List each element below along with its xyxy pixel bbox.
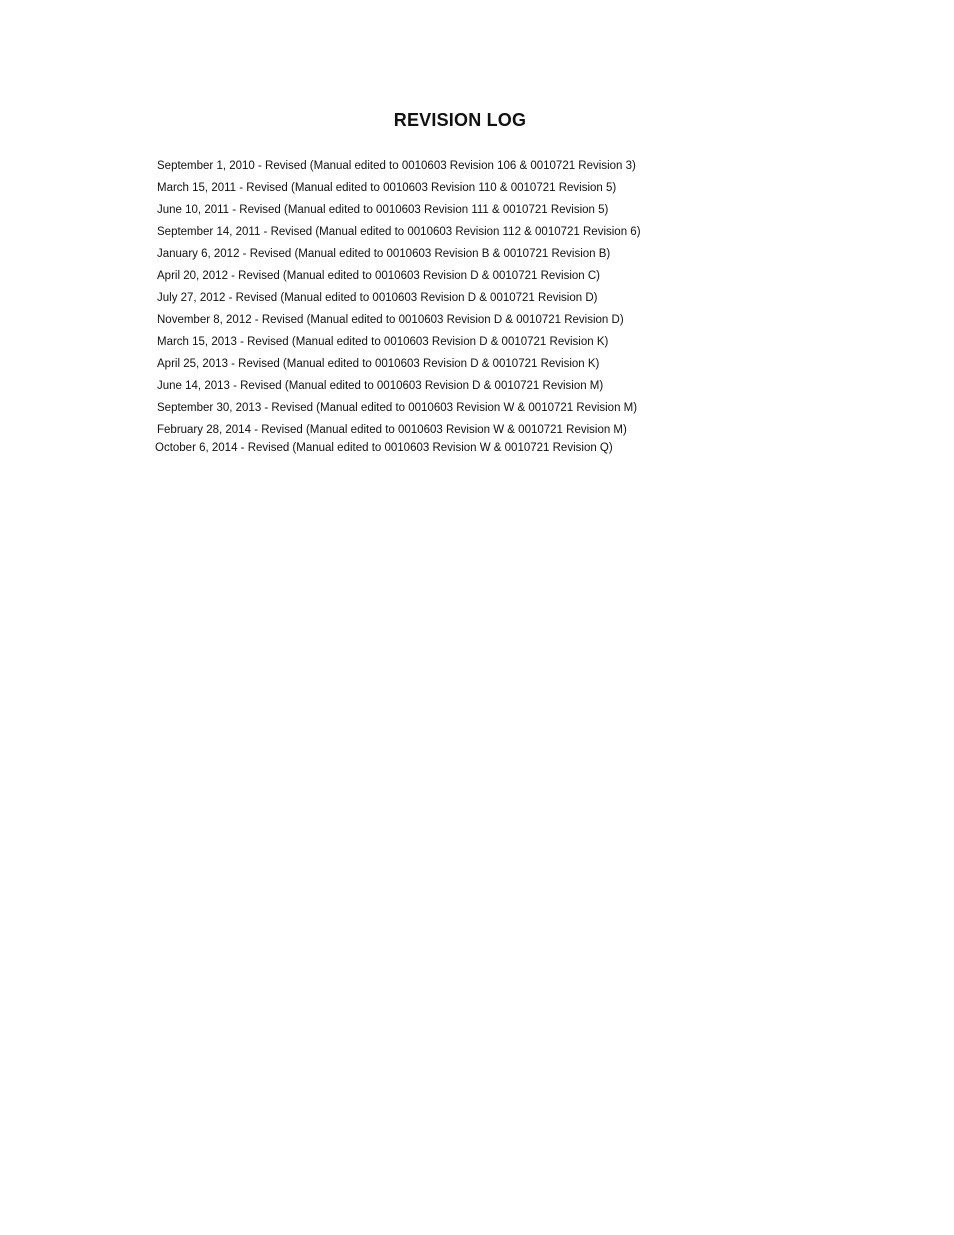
- revision-log-entry: February 28, 2014 - Revised (Manual edited to 0010603 Revision W & 0010721 Revision M): [157, 424, 627, 436]
- revision-log-entry: September 1, 2010 - Revised (Manual edited to 0010603 Revision 106 & 0010721 Revision 3): [157, 160, 636, 172]
- revision-log-entry: June 10, 2011 - Revised (Manual edited to 0010603 Revision 111 & 0010721 Revision 5): [157, 204, 609, 216]
- revision-log-entry: June 14, 2013 - Revised (Manual edited to 0010603 Revision D & 0010721 Revision M): [157, 380, 604, 392]
- revision-log-list: [157, 157, 641, 457]
- revision-log-entry: March 15, 2013 - Revised (Manual edited to 0010603 Revision D & 0010721 Revision K): [157, 336, 609, 348]
- revision-log-entry: September 14, 2011 - Revised (Manual edited to 0010603 Revision 112 & 0010721 Revision 6): [157, 226, 641, 238]
- revision-log-entry: April 25, 2013 - Revised (Manual edited to 0010603 Revision D & 0010721 Revision K): [157, 358, 600, 370]
- revision-log-entry: July 27, 2012 - Revised (Manual edited to 0010603 Revision D & 0010721 Revision D): [157, 292, 598, 304]
- revision-log-entry: January 6, 2012 - Revised (Manual edited to 0010603 Revision B & 0010721 Revision B): [157, 248, 611, 260]
- revision-log-entry: March 15, 2011 - Revised (Manual edited to 0010603 Revision 110 & 0010721 Revision 5): [157, 182, 617, 194]
- revision-log-entry: September 30, 2013 - Revised (Manual edited to 0010603 Revision W & 0010721 Revision M): [157, 402, 638, 414]
- revision-log-entry: April 20, 2012 - Revised (Manual edited to 0010603 Revision D & 0010721 Revision C): [157, 270, 601, 282]
- page-title: REVISION LOG: [393, 110, 527, 130]
- revision-log-entry: October 6, 2014 - Revised (Manual edited to 0010603 Revision W & 0010721 Revision Q): [155, 442, 613, 454]
- revision-log-entry: November 8, 2012 - Revised (Manual edited to 0010603 Revision D & 0010721 Revision D): [157, 314, 624, 326]
